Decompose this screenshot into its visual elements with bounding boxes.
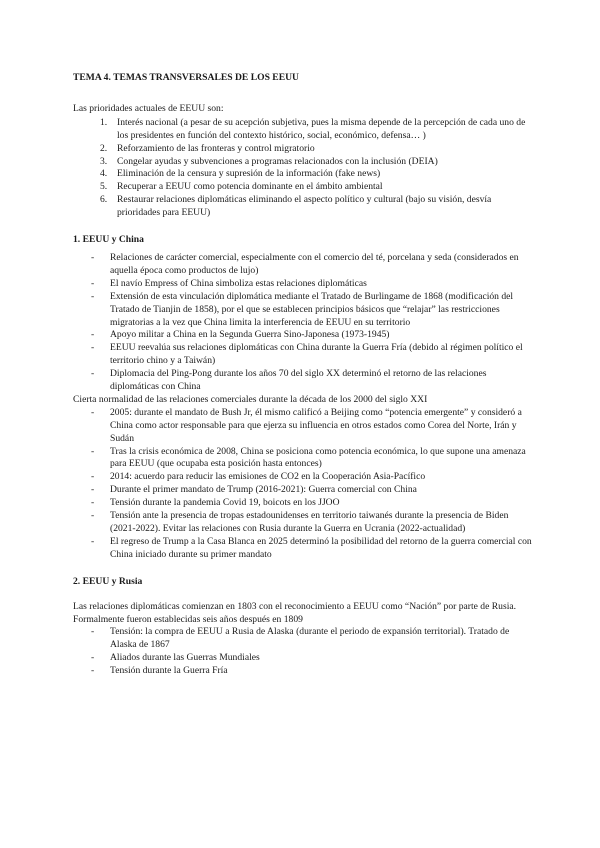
list-item: - Tensión ante la presencia de tropas estadounidenses en territorio taiwanés durante la presencia de Biden (2021-2022). Evitar las relaciones con Rusia durante la Guerra en Ucrania (2022-actualidad) bbox=[91, 510, 509, 534]
china-history-list bbox=[73, 252, 533, 394]
list-item: 1. Interés nacional (a pesar de su acepción subjetiva, pues la misma depende de la percepción de cada uno de los presidentes en función del contexto histórico, social, económico, defensa… ) bbox=[100, 116, 526, 141]
list-item: - El navío Empress of China simboliza estas relaciones diplomáticas bbox=[91, 277, 367, 289]
china-modern-list bbox=[73, 407, 533, 562]
list-item: - 2005: durante el mandato de Bush Jr, él mismo calificó a Beijing como “potencia emergente” y consideró a China como actor responsable para que ejerza su influencia en otros estados como Corea del Norte, Irán y Sudán bbox=[91, 406, 522, 444]
list-item: - Tensión durante la Guerra Fría bbox=[91, 665, 228, 677]
intro-paragraph: Las prioridades actuales de EEUU son: bbox=[73, 102, 224, 114]
list-item: - Aliados durante las Guerras Mundiales bbox=[91, 652, 260, 664]
list-item: - Extensión de esta vinculación diplomática mediante el Tratado de Burlingame de 1868 (modificación del Tratado de Tianjin de 1858), por el que se establecen principios básicos que “relajar” las restricciones migratorias a la vez que China limita la interferencia de EEUU en su territorio bbox=[91, 290, 514, 328]
section-heading-russia: 2. EEUU y Rusia bbox=[73, 575, 143, 587]
list-item: - Apoyo militar a China en la Segunda Guerra Sino-Japonesa (1973-1945) bbox=[91, 329, 390, 341]
list-item: - Tras la crisis económica de 2008, China se posiciona como potencia económica, lo que supone una amenaza para EEUU (que ocupaba esta posición hasta entonces) bbox=[91, 445, 526, 470]
list-item: 4. Eliminación de la censura y supresión de la información (fake news) bbox=[100, 168, 381, 180]
list-item: - 2014: acuerdo para reducir las emisiones de CO2 en la Cooperación Asia-Pacífico bbox=[91, 471, 426, 483]
section-heading-china: 1. EEUU y China bbox=[73, 234, 144, 246]
list-item: - Tensión durante la pandemia Covid 19, boicots en los JJOO bbox=[91, 497, 340, 509]
list-item: - Tensión: la compra de EEUU a Rusia de Alaska (durante el periodo de expansión territorial). Tratado de Alaska de 1867 bbox=[91, 626, 510, 651]
list-item: 3. Congelar ayudas y subvenciones a programas relacionados con la inclusión (DEIA) bbox=[100, 155, 438, 167]
document-title: TEMA 4. TEMAS TRANSVERSALES DE LOS EEUU bbox=[73, 72, 299, 83]
russia-list bbox=[73, 626, 533, 678]
list-item: 6. Restaurar relaciones diplomáticas eliminando el aspecto político y cultural (bajo su visión, desvía prioridades para EEUU) bbox=[100, 194, 492, 219]
list-item: 5. Recuperar a EEUU como potencia dominante en el ámbito ambiental bbox=[100, 181, 383, 193]
priorities-list bbox=[73, 117, 533, 220]
list-item: - EEUU reevalúa sus relaciones diplomáticas con China durante la Guerra Fría (debido al régimen político el territorio chino y a Taiwán) bbox=[91, 342, 523, 367]
list-item: 2. Reforzamiento de las fronteras y control migratorio bbox=[100, 142, 315, 154]
document-page bbox=[73, 72, 533, 678]
list-item: - El regreso de Trump a la Casa Blanca en 2025 determinó la posibilidad del retorno de la guerra comercial con China iniciado durante su primer mandato bbox=[91, 535, 532, 560]
spacer bbox=[73, 594, 533, 601]
list-item: - Durante el primer mandato de Trump (2016-2021): Guerra comercial con China bbox=[91, 484, 417, 496]
list-item: - Diplomacia del Ping-Pong durante los años 70 del siglo XX determinó el retorno de las relaciones diplomáticas con China bbox=[91, 368, 487, 393]
list-item: - Relaciones de carácter comercial, especialmente con el comercio del té, porcelana y seda (considerados en aquella época como productos de lujo) bbox=[91, 251, 519, 276]
china-normality-paragraph: Cierta normalidad de las relaciones comerciales durante la década de los 2000 del siglo XXI bbox=[73, 393, 428, 405]
russia-intro-paragraph: Las relaciones diplomáticas comienzan en 1803 con el reconocimiento a EEUU como “Nación” por parte de Rusia. Formalmente fueron establecidas seis años después en 1809 bbox=[73, 600, 517, 625]
